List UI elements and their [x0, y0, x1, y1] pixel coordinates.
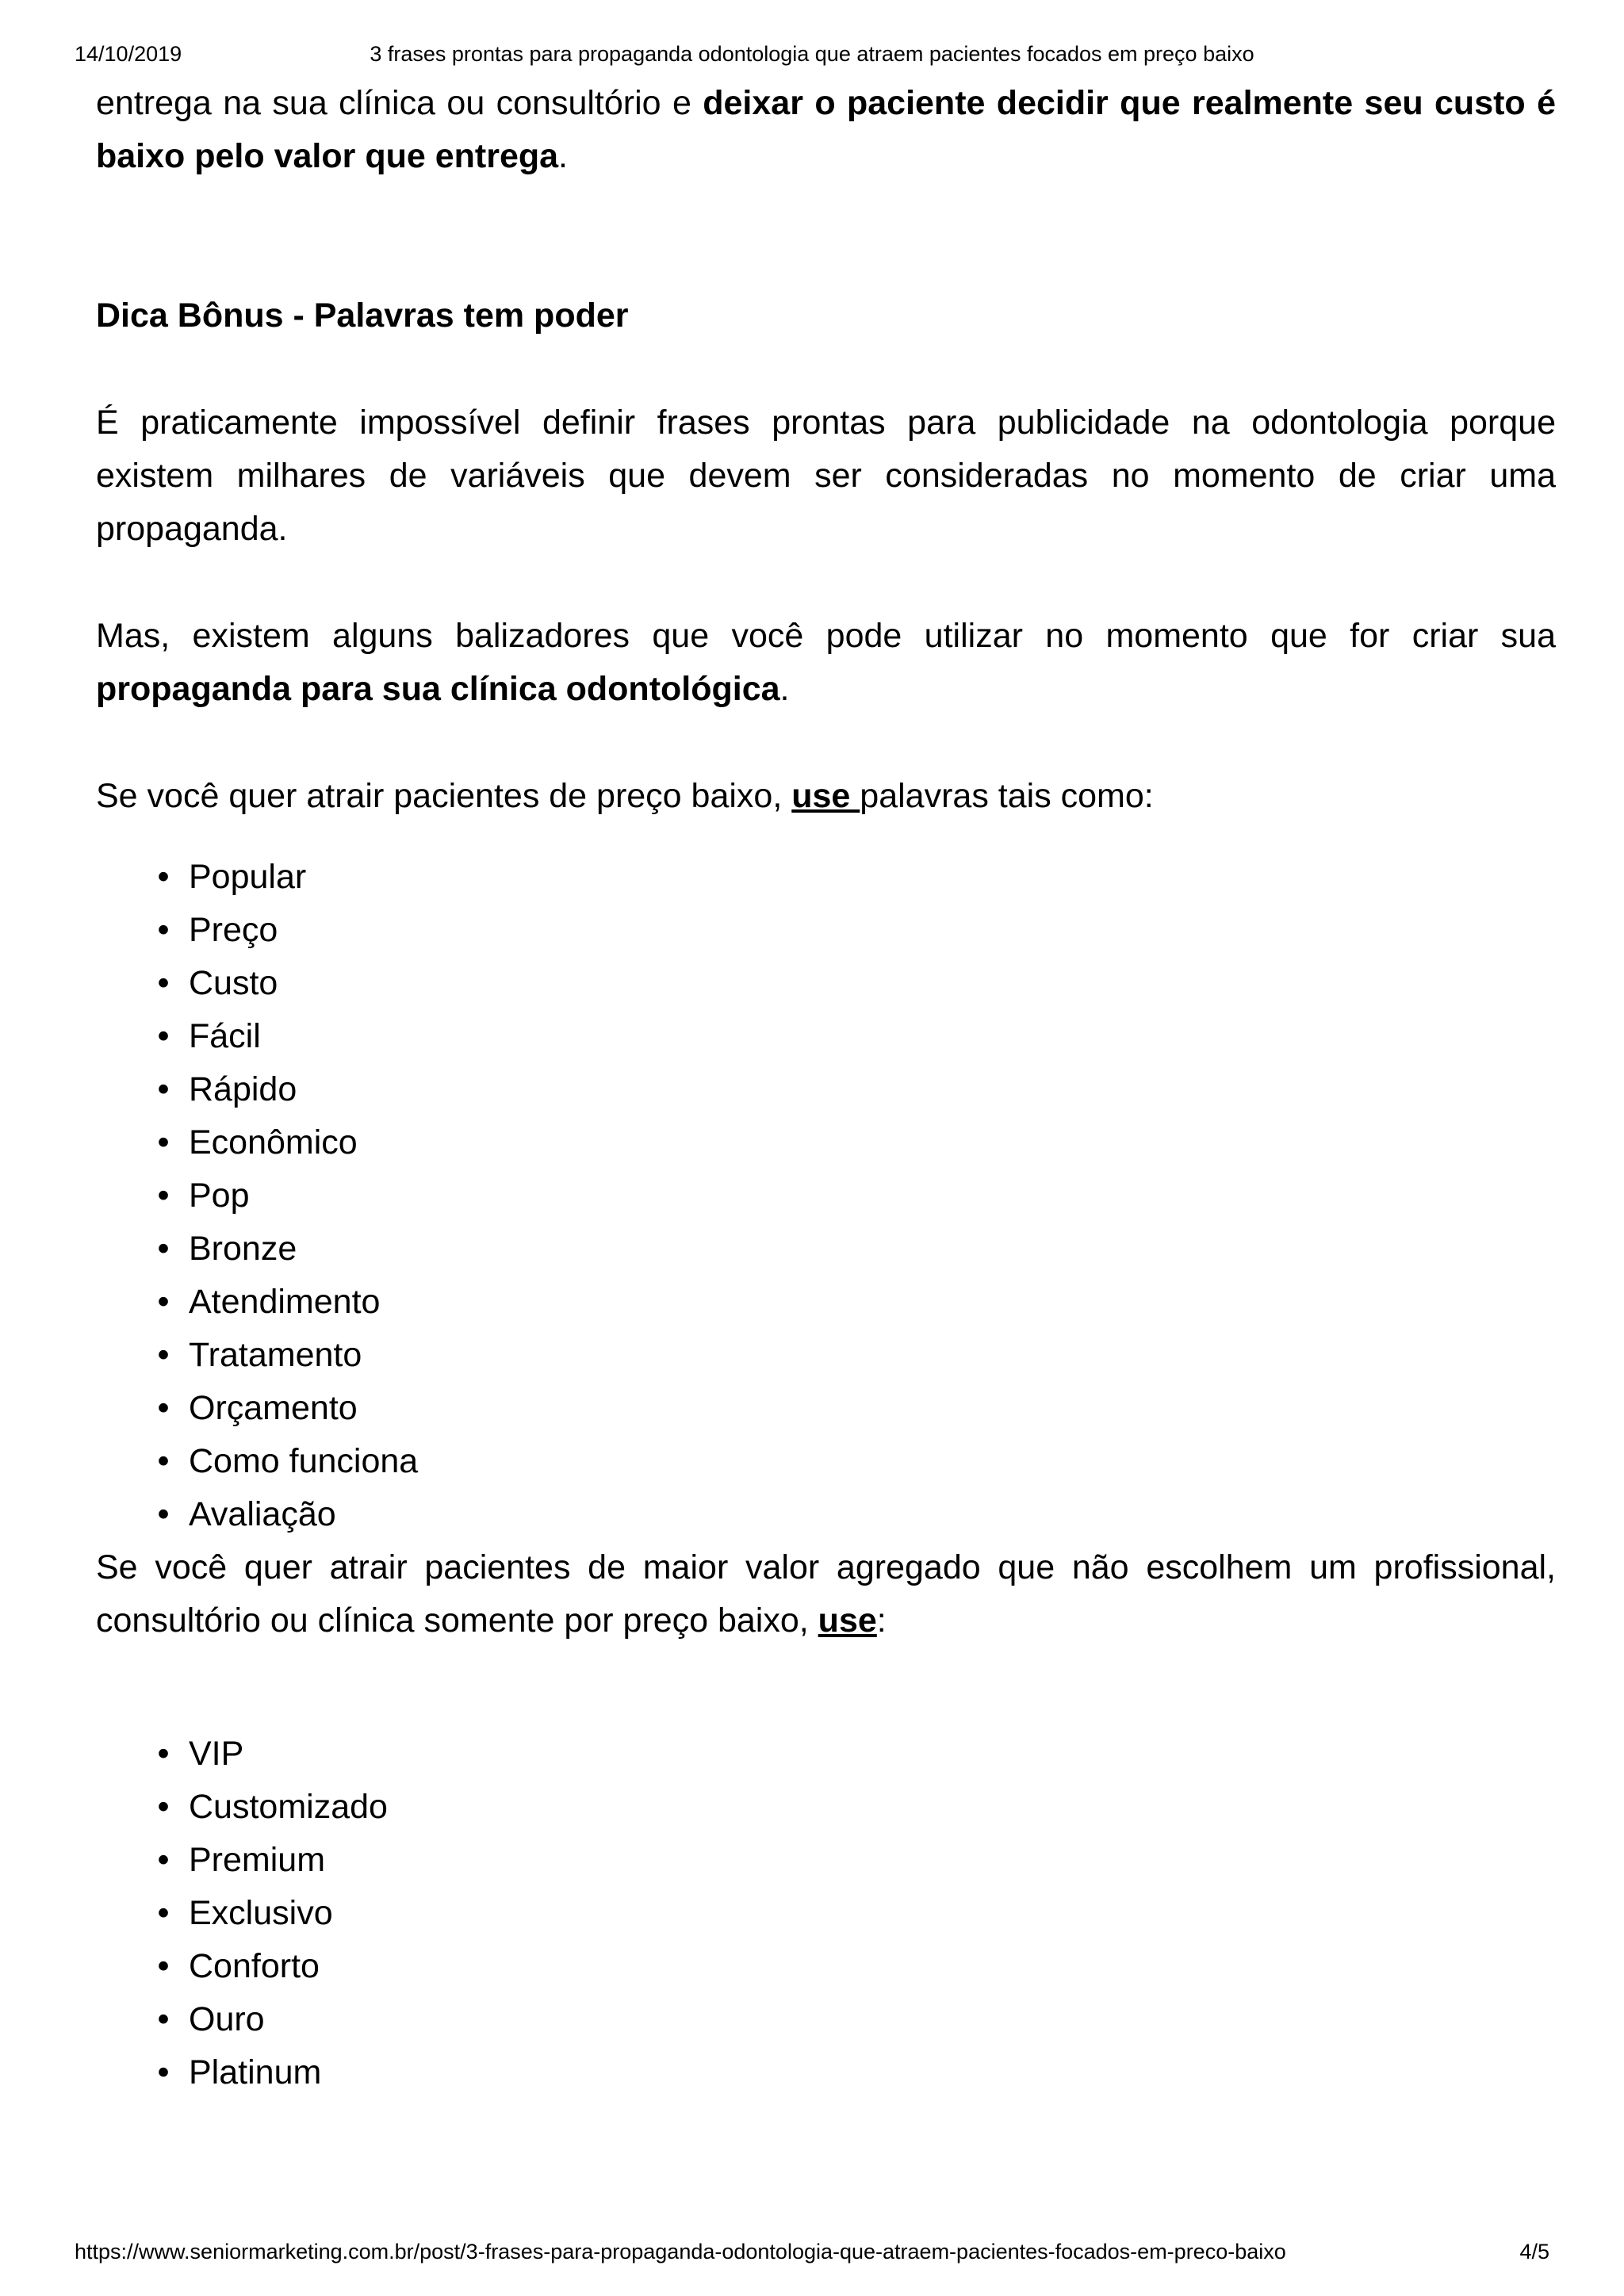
use-link[interactable] — [791, 777, 860, 815]
paragraph-2-bold: propaganda para sua clínica odontológica — [96, 670, 780, 708]
article-content — [96, 77, 1556, 2099]
bullet-icon: • — [157, 1123, 170, 1161]
paragraph-2-end: . — [779, 670, 790, 708]
print-header — [75, 40, 1549, 71]
list-item-text: Platinum — [189, 2053, 322, 2091]
paragraph-3 — [96, 770, 1556, 823]
bullet-icon: • — [157, 1070, 170, 1108]
list-item-text: Popular — [189, 858, 307, 896]
list-item-text: VIP — [189, 1735, 244, 1773]
list-item-text: Avaliação — [189, 1495, 336, 1533]
bullet-icon: • — [157, 1841, 170, 1879]
paragraph-2-text: Mas, existem alguns balizadores que você pode utilizar no momento que for criar sua — [96, 617, 1556, 655]
use-emphasis: use — [791, 777, 860, 815]
list-item-text: Premium — [189, 1841, 326, 1879]
print-title: 3 frases prontas para propaganda odontologia que atraem pacientes focados em preço baixo — [370, 42, 1254, 66]
page-url[interactable]: https://www.seniormarketing.com.br/post/3-frases-para-propaganda-odontologia-que-atraem-pacientes-focados-em-preco-baixo — [75, 2240, 1286, 2263]
bullet-icon: • — [157, 1442, 170, 1480]
intro-paragraph — [96, 77, 1556, 183]
intro-text: entrega na sua clínica ou consultório e — [96, 84, 703, 122]
list-item — [96, 1382, 1556, 1435]
list-item — [96, 1728, 1556, 1781]
list-item — [96, 1940, 1556, 1993]
list-item — [96, 1276, 1556, 1329]
list-item-text: Conforto — [189, 1947, 320, 1985]
list-item-text: Fácil — [189, 1017, 261, 1055]
list-item — [96, 1329, 1556, 1382]
list-item-text: Atendimento — [189, 1283, 381, 1321]
paragraph-4 — [96, 1541, 1556, 1647]
bullet-icon: • — [157, 1947, 170, 1985]
list-item-text: Econômico — [189, 1123, 358, 1161]
section-heading: Dica Bônus - Palavras tem poder — [96, 297, 629, 335]
list-item — [96, 1435, 1556, 1488]
bullet-icon: • — [157, 964, 170, 1002]
paragraph-2 — [96, 610, 1556, 716]
high-value-words-list — [96, 1728, 1556, 2099]
bullet-icon: • — [157, 2000, 170, 2038]
bullet-icon: • — [157, 1389, 170, 1427]
low-price-words-list — [96, 851, 1556, 1541]
paragraph-4-text: Se você quer atrair pacientes de maior valor agregado que não escolhem um profissional, consultório ou clínica somente por preço baixo, — [96, 1548, 1556, 1640]
list-item — [96, 1116, 1556, 1169]
list-item — [96, 2046, 1556, 2099]
bullet-icon: • — [157, 2053, 170, 2091]
bullet-icon: • — [157, 1230, 170, 1268]
bullet-icon: • — [157, 1894, 170, 1932]
list-item — [96, 1834, 1556, 1887]
list-item-text: Rápido — [189, 1070, 297, 1108]
bullet-icon: • — [157, 1283, 170, 1321]
list-item-text: Como funciona — [189, 1442, 419, 1480]
list-item — [96, 1781, 1556, 1834]
intro-bold-text: deixar o paciente decidir que realmente seu custo é baixo pelo valor que entrega — [96, 84, 1556, 175]
use-link[interactable] — [818, 1601, 877, 1640]
bullet-icon: • — [157, 911, 170, 949]
list-item — [96, 1488, 1556, 1541]
intro-end: . — [558, 137, 568, 175]
paragraph-4-end: : — [876, 1601, 887, 1640]
bullet-icon: • — [157, 1336, 170, 1374]
list-item-text: Preço — [189, 911, 278, 949]
print-date: 14/10/2019 — [75, 42, 182, 66]
bullet-icon: • — [157, 1788, 170, 1826]
list-item — [96, 1223, 1556, 1276]
list-item-text: Bronze — [189, 1230, 297, 1268]
list-item-text: Exclusivo — [189, 1894, 333, 1932]
paragraph-3-text: Se você quer atrair pacientes de preço baixo, — [96, 777, 792, 815]
list-item-text: Pop — [189, 1177, 250, 1215]
bullet-icon: • — [157, 858, 170, 896]
page-number: 4/5 — [1519, 2240, 1549, 2263]
list-item — [96, 957, 1556, 1010]
list-item-text: Customizado — [189, 1788, 388, 1826]
list-item — [96, 1887, 1556, 1940]
bullet-icon: • — [157, 1177, 170, 1215]
use-emphasis: use — [818, 1601, 877, 1640]
paragraph-1: É praticamente impossível definir frases prontas para publicidade na odontologia porque existem milhares de variáveis que devem ser consideradas no momento de criar uma propaganda. — [96, 404, 1556, 548]
list-item-text: Tratamento — [189, 1336, 362, 1374]
list-item — [96, 851, 1556, 904]
bullet-icon: • — [157, 1495, 170, 1533]
list-item — [96, 1010, 1556, 1063]
list-item — [96, 1993, 1556, 2046]
list-item — [96, 1063, 1556, 1116]
bullet-icon: • — [157, 1017, 170, 1055]
list-item — [96, 1169, 1556, 1223]
print-footer — [75, 2237, 1549, 2269]
list-item-text: Custo — [189, 964, 278, 1002]
list-item-text: Orçamento — [189, 1389, 358, 1427]
list-item-text: Ouro — [189, 2000, 265, 2038]
bullet-icon: • — [157, 1735, 170, 1773]
list-item — [96, 904, 1556, 957]
paragraph-3-end: palavras tais como: — [860, 777, 1154, 815]
